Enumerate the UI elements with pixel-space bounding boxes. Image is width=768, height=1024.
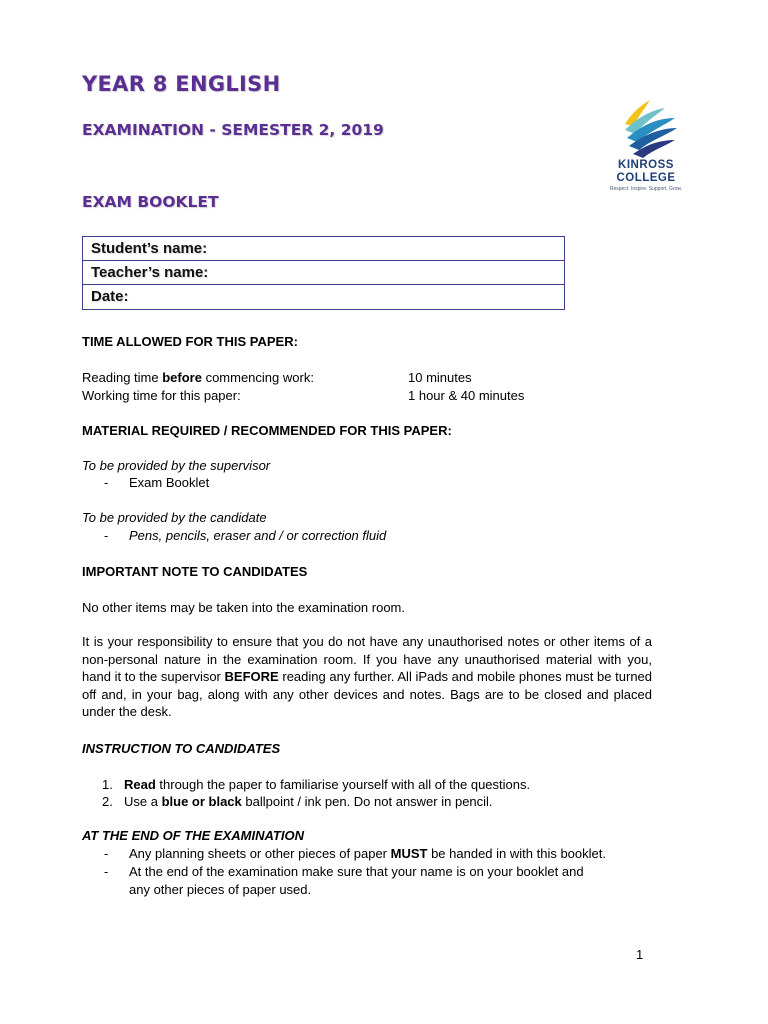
candidate-item: Pens, pencils, eraser and / or correction fluid bbox=[129, 528, 387, 543]
student-name-field[interactable]: Student’s name: bbox=[83, 237, 564, 261]
instruction-item-1: Read through the paper to familiarise yourself with all of the questions. bbox=[124, 777, 531, 792]
supervisor-label: To be provided by the supervisor bbox=[82, 458, 271, 473]
list-number: 2. bbox=[102, 794, 113, 809]
student-info-table bbox=[82, 236, 565, 310]
time-heading: TIME ALLOWED FOR THIS PAPER: bbox=[82, 334, 298, 349]
logo-wordmark: KINROSS COLLEGE bbox=[616, 159, 676, 184]
list-dash: - bbox=[104, 846, 109, 861]
instruction-item-2: Use a blue or black ballpoint / ink pen. Do not answer in pencil. bbox=[124, 794, 493, 809]
instructions-heading: INSTRUCTION TO CANDIDATES bbox=[82, 741, 281, 756]
exam-subtitle: EXAMINATION - SEMESTER 2, 2019 bbox=[82, 121, 384, 139]
list-dash: - bbox=[104, 864, 109, 879]
list-dash: - bbox=[104, 475, 109, 490]
end-heading: AT THE END OF THE EXAMINATION bbox=[82, 828, 304, 843]
list-number: 1. bbox=[102, 777, 113, 792]
material-heading: MATERIAL REQUIRED / RECOMMENDED FOR THIS PAPER: bbox=[82, 423, 452, 438]
teacher-name-field[interactable]: Teacher’s name: bbox=[83, 261, 564, 285]
end-item-1: Any planning sheets or other pieces of paper MUST be handed in with this booklet. bbox=[129, 846, 606, 861]
date-field[interactable]: Date: bbox=[91, 288, 129, 305]
note-paragraph: It is your responsibility to ensure that you do not have any unauthorised notes or other items of a non-personal nature in the examination room. If you have any unauthorised material with you, hand it to the supervisor BEFORE reading any further. All iPads and mobile phones must be turned off and, in your bag, along with any other devices and notes. Bags are to be closed and placed under the desk. bbox=[82, 634, 653, 719]
page-title: YEAR 8 ENGLISH bbox=[82, 72, 281, 96]
list-dash: - bbox=[104, 528, 109, 543]
logo-tagline: Respect. Inspire. Support. Grow. bbox=[609, 186, 683, 192]
working-time-label: Working time for this paper: bbox=[82, 388, 241, 403]
booklet-heading: EXAM BOOKLET bbox=[82, 193, 219, 211]
note-line: No other items may be taken into the examination room. bbox=[82, 600, 405, 615]
reading-time-value: 10 minutes bbox=[408, 370, 472, 385]
end-item-2-line-1: At the end of the examination make sure that your name is on your booklet and bbox=[129, 864, 584, 879]
end-item-2-line-2: any other pieces of paper used. bbox=[129, 882, 312, 897]
working-time-value: 1 hour & 40 minutes bbox=[408, 388, 525, 403]
note-heading: IMPORTANT NOTE TO CANDIDATES bbox=[82, 564, 308, 579]
supervisor-item: Exam Booklet bbox=[129, 475, 210, 490]
reading-time-label: Reading time before commencing work: bbox=[82, 370, 314, 385]
candidate-label: To be provided by the candidate bbox=[82, 510, 267, 525]
page-number: 1 bbox=[636, 947, 644, 962]
